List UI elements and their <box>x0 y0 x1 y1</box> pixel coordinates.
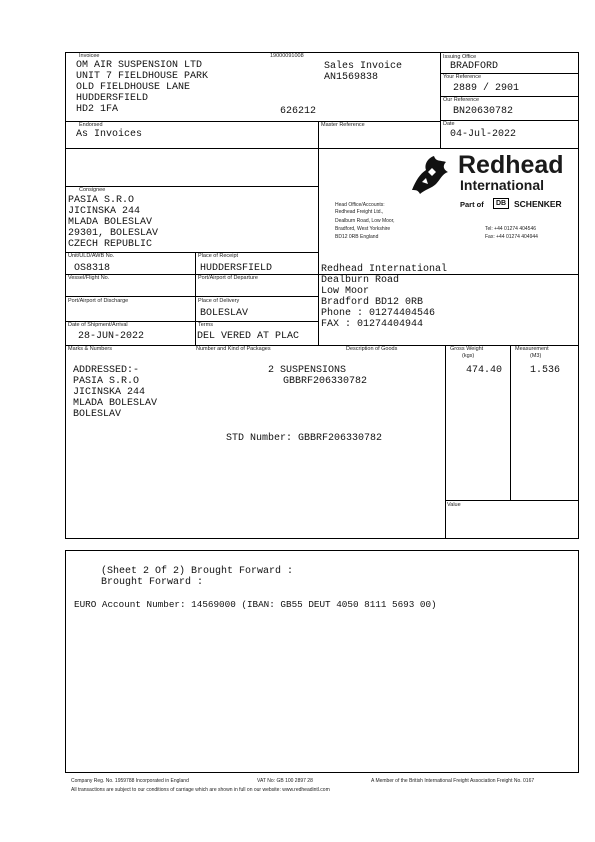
terms-line: All transactions are subject to our conditions of carriage which are shown in full on our website: www.redheadintl.com <box>71 787 330 793</box>
consignee-label: Consignee <box>79 187 106 193</box>
our-reference-line <box>440 120 578 121</box>
consignee-line-3: MLADA BOLESLAV <box>68 217 153 228</box>
number-kind-label: Number and Kind of Packages <box>196 346 271 352</box>
invoicee-line-5: HD2 1FA <box>76 104 119 115</box>
invoicee-code: 626212 <box>280 106 317 117</box>
invoicee-line-1: OM AIR SUSPENSION LTD <box>76 60 203 71</box>
gross-weight-label: Gross Weight <box>450 346 484 352</box>
unit-label: Unit/ULD/AWB No. <box>68 253 115 259</box>
office-line-5: BD12 0RB England <box>335 234 379 240</box>
top-border <box>65 52 579 53</box>
invoicee-ref: 19000091008 <box>270 53 304 59</box>
date-label: Date <box>443 121 455 127</box>
packages-line-1: 2 SUSPENSIONS <box>268 365 347 376</box>
address-line-1: Redhead International <box>321 264 448 275</box>
brand-name-line2: International <box>460 177 545 193</box>
endorsed-line <box>65 121 440 122</box>
brand-left-divider <box>318 148 319 258</box>
dragon-logo-icon <box>406 150 454 198</box>
lower-box-top <box>65 550 579 551</box>
office-line-3: Dealburn Road, Low Moor, <box>335 218 395 224</box>
company-reg: Company Reg. No. 1959788 Incorporated in England <box>71 778 189 784</box>
description-label: Description of Goods <box>346 346 398 352</box>
issuing-office-value: BRADFORD <box>450 61 499 72</box>
marks-line-4: MLADA BOLESLAV <box>73 398 158 409</box>
invoicee-line-2: UNIT 7 FIELDHOUSE PARK <box>76 71 209 82</box>
endorsed-value: As Invoices <box>76 129 143 140</box>
our-reference-value: BN20630782 <box>453 106 514 117</box>
value-label: Value <box>447 502 461 508</box>
shipment-label: Date of Shipment/Arrival <box>68 322 128 328</box>
document-number: AN1569838 <box>324 72 379 83</box>
consignee-line-1: PASIA S.R.O <box>68 195 135 206</box>
db-badge-icon: DB <box>493 198 509 209</box>
consignee-line-5: CZECH REPUBLIC <box>68 239 153 250</box>
receipt-value: HUDDERSFIELD <box>200 263 273 274</box>
address-line-5: Phone : 01274404546 <box>321 308 436 319</box>
goods-top-line <box>65 345 579 346</box>
your-reference-label: Your Reference <box>443 74 482 80</box>
office-tel: Tel: +44 01274 404546 <box>485 226 537 232</box>
receipt-label: Place of Receipt <box>198 253 239 259</box>
header-right-divider <box>440 52 441 148</box>
consignee-line-2: JICINSKA 244 <box>68 206 141 217</box>
invoicee-line-4: HUDDERSFIELD <box>76 93 149 104</box>
marks-line-2: PASIA S.R.O <box>73 376 140 387</box>
header-bottom-line <box>65 148 579 149</box>
vessel-label: Vessel/Flight No. <box>68 275 110 281</box>
master-reference-label: Master Reference <box>321 122 365 128</box>
our-reference-label: Our Reference <box>443 97 480 103</box>
office-line-4: Bradford, West Yorkshire <box>335 226 391 232</box>
discharge-label: Port/Airport of Discharge <box>68 298 129 304</box>
schenker-label: SCHENKER <box>514 199 562 209</box>
part-of-label: Part of <box>460 200 484 209</box>
date-value: 04-Jul-2022 <box>450 129 517 140</box>
brand-name-line1: Redhead <box>458 151 564 179</box>
address-left-divider <box>318 258 319 345</box>
master-reference-divider <box>318 121 319 148</box>
measurement-unit: (M3) <box>530 353 542 359</box>
address-line-4: Bradford BD12 0RB <box>321 297 424 308</box>
measurement-label: Measurement <box>515 346 549 352</box>
marks-label: Marks & Numbers <box>68 346 113 352</box>
brought-forward-line: Brought Forward : <box>101 577 204 588</box>
office-fax: Fax: +44 01274 404944 <box>485 234 538 240</box>
std-number: STD Number: GBBRF206330782 <box>226 433 383 444</box>
measurement-value: 1.536 <box>530 365 561 376</box>
consignee-line-4: 29301, BOLESLAV <box>68 228 159 239</box>
bottom-border <box>65 538 579 539</box>
row-discharge-line <box>65 296 318 297</box>
office-line-2: Redhead Freight Ltd., <box>335 209 384 215</box>
delivery-value: BOLESLAV <box>200 308 249 319</box>
account-number-line: EURO Account Number: 14569000 (IBAN: GB55 DEUT 4050 8111 5693 00) <box>74 599 437 610</box>
member-line: A Member of the British International Freight Association Freight No. 0167 <box>371 778 535 784</box>
value-line <box>445 500 578 501</box>
gross-weight-unit: (kgs) <box>462 353 475 359</box>
terms-value: DEL VERED AT PLAC <box>197 331 300 342</box>
endorsed-label: Endorsed <box>79 122 103 128</box>
lower-box-bottom <box>65 772 579 773</box>
marks-line-3: JICINSKA 244 <box>73 387 146 398</box>
marks-line-5: BOLESLAV <box>73 409 122 420</box>
invoicee-line-3: OLD FIELDHOUSE LANE <box>76 82 191 93</box>
vat-number: VAT No: GB 100 2897 28 <box>257 778 313 784</box>
departure-label: Port/Airport of Departure <box>198 275 258 281</box>
gross-weight-divider <box>445 345 446 538</box>
shipment-value: 28-JUN-2022 <box>78 331 145 342</box>
address-line-3: Low Moor <box>321 286 370 297</box>
invoicee-label: Invoicee <box>79 53 100 59</box>
address-line-2: Dealburn Road <box>321 275 400 286</box>
marks-line-1: ADDRESSED:- <box>73 365 140 376</box>
terms-label: Terms <box>198 322 213 328</box>
gross-weight-value: 474.40 <box>466 365 503 376</box>
left-border <box>65 52 66 538</box>
your-reference-value: 2889 / 2901 <box>453 83 520 94</box>
unit-value: OS8318 <box>74 263 111 274</box>
packages-line-2: GBBRF206330782 <box>283 376 368 387</box>
address-line-6: FAX : 01274404944 <box>321 319 424 330</box>
receipt-divider <box>195 252 196 345</box>
document-title: Sales Invoice <box>324 61 403 72</box>
office-line-1: Head Office/Accounts: <box>335 202 385 208</box>
right-border <box>578 52 579 538</box>
measurement-divider <box>510 345 511 500</box>
lower-box-left <box>65 550 66 772</box>
issuing-office-label: Issuing Office <box>443 54 477 60</box>
sheet-line: (Sheet 2 Of 2) Brought Forward : <box>101 566 294 577</box>
lower-box-right <box>578 550 579 772</box>
delivery-label: Place of Delivery <box>198 298 240 304</box>
